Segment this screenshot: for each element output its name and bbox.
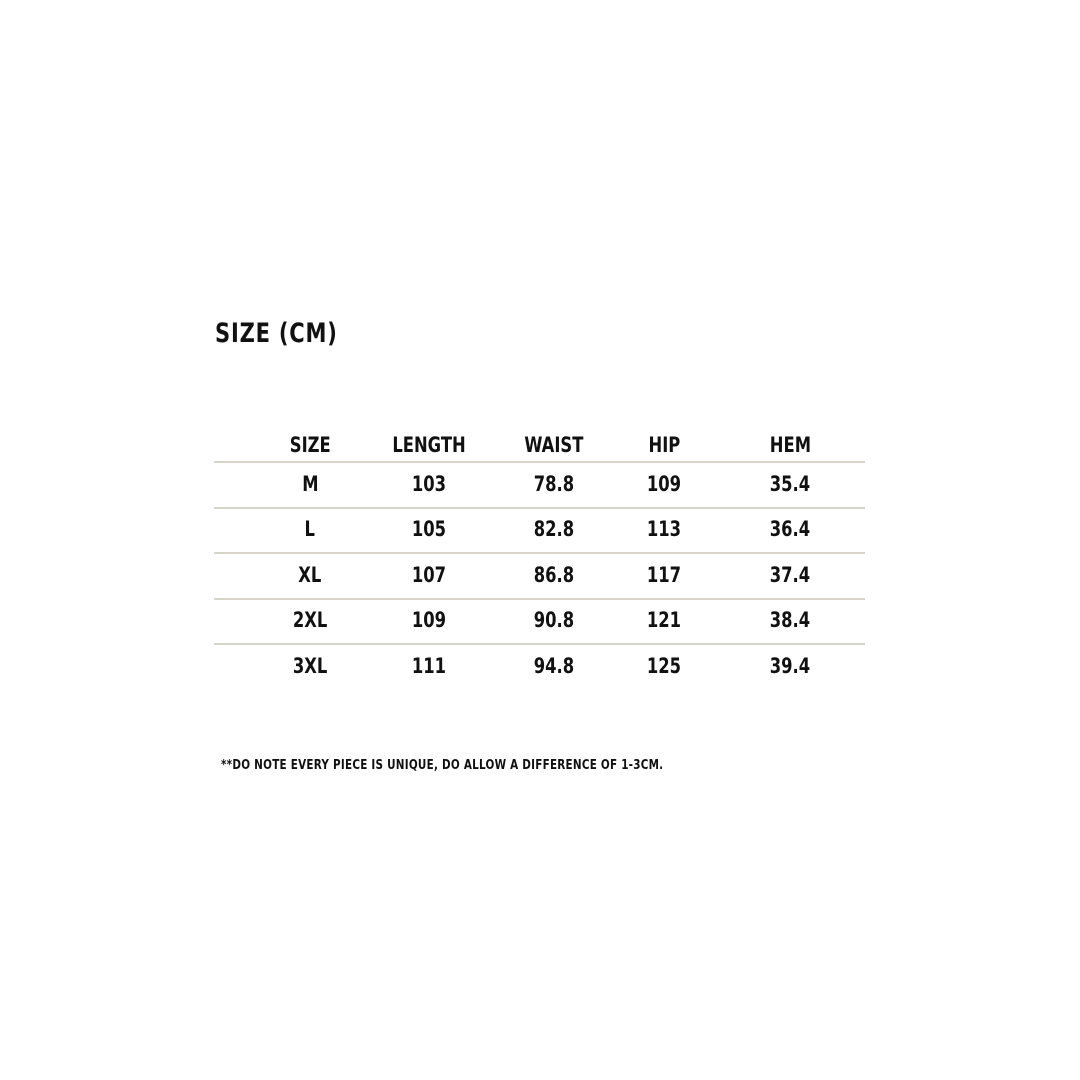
cell-length: 105 bbox=[411, 517, 447, 542]
table-row bbox=[214, 552, 865, 598]
table-row bbox=[214, 507, 865, 553]
cell-hem: 36.4 bbox=[769, 517, 811, 542]
cell-hip: 117 bbox=[646, 562, 682, 587]
cell-hip: 113 bbox=[646, 517, 682, 542]
table-row bbox=[214, 461, 865, 507]
cell-size: M bbox=[301, 471, 319, 496]
table-row bbox=[214, 643, 865, 689]
header-waist: WAIST bbox=[524, 433, 584, 457]
cell-size: L bbox=[304, 517, 316, 542]
cell-hem: 35.4 bbox=[769, 471, 811, 496]
fit-disclaimer-note: **DO NOTE EVERY PIECE IS UNIQUE, DO ALLOW A DIFFERENCE OF 1-3CM. bbox=[221, 758, 664, 773]
cell-length: 111 bbox=[411, 653, 447, 678]
cell-waist: 86.8 bbox=[533, 562, 575, 587]
cell-hip: 125 bbox=[646, 653, 682, 678]
header-hip: HIP bbox=[648, 433, 680, 457]
header-size: SIZE bbox=[289, 433, 331, 457]
cell-waist: 90.8 bbox=[533, 608, 575, 633]
cell-hip: 121 bbox=[646, 608, 682, 633]
cell-hip: 109 bbox=[646, 471, 682, 496]
cell-size: XL bbox=[298, 562, 322, 587]
cell-waist: 82.8 bbox=[533, 517, 575, 542]
cell-hem: 38.4 bbox=[769, 608, 811, 633]
table-header-row bbox=[214, 428, 865, 461]
size-chart-title: SIZE (CM) bbox=[215, 318, 338, 349]
cell-size: 2XL bbox=[292, 608, 328, 633]
cell-hem: 37.4 bbox=[769, 562, 811, 587]
cell-hem: 39.4 bbox=[769, 653, 811, 678]
header-length: LENGTH bbox=[392, 433, 466, 457]
table-row bbox=[214, 598, 865, 644]
cell-length: 107 bbox=[411, 562, 447, 587]
cell-length: 109 bbox=[411, 608, 447, 633]
size-table bbox=[214, 428, 865, 689]
cell-waist: 94.8 bbox=[533, 653, 575, 678]
header-hem: HEM bbox=[769, 433, 811, 457]
cell-size: 3XL bbox=[292, 653, 328, 678]
cell-waist: 78.8 bbox=[533, 471, 575, 496]
cell-length: 103 bbox=[411, 471, 447, 496]
